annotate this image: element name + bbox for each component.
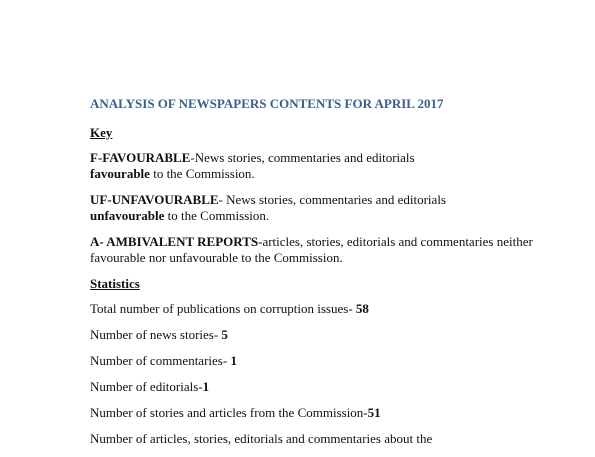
key-text: to the Commission. [149, 166, 255, 181]
stat-value: 58 [355, 301, 369, 316]
stat-total-publications [90, 301, 570, 317]
stat-about-commission [90, 431, 570, 447]
stat-editorials [90, 379, 570, 395]
key-item-ambivalent [90, 234, 570, 266]
key-item-unfavourable [90, 192, 570, 224]
statistics-heading: Statistics [90, 276, 140, 291]
key-text: - News stories, commentaries and editorials [218, 192, 446, 207]
stat-label: Number of commentaries- [90, 353, 231, 368]
stat-label: Number of articles, stories, editorials and commentaries about the [90, 431, 433, 446]
key-term: UF-UNFAVOURABLE [90, 192, 219, 207]
stat-value: 51 [367, 405, 381, 420]
stat-label: Number of stories and articles from the Commission- [90, 405, 368, 420]
key-heading: Key [90, 125, 113, 140]
key-emphasis: favourable [90, 166, 150, 181]
stat-commission-stories [90, 405, 570, 421]
stat-value: 5 [221, 327, 228, 342]
stat-commentaries [90, 353, 570, 369]
key-text: -articles, stories, editorials and commentaries neither favourable nor unfavourable to the Commission. [90, 234, 533, 265]
key-item-favourable [90, 150, 570, 182]
stat-value: 1 [230, 353, 237, 368]
key-term: A- AMBIVALENT REPORTS [90, 234, 259, 249]
stat-value: 1 [202, 379, 210, 394]
key-text: to the Commission. [164, 208, 270, 223]
key-term: F-FAVOURABLE [90, 150, 191, 165]
stat-label: Number of news stories- [90, 327, 222, 342]
document-title: ANALYSIS OF NEWSPAPERS CONTENTS FOR APRIL 2017 [90, 96, 444, 111]
stat-news-stories [90, 327, 570, 343]
key-emphasis: unfavourable [90, 208, 165, 223]
stat-label: Number of editorials- [90, 379, 203, 394]
stat-label: Total number of publications on corruption issues- [90, 301, 356, 316]
key-text: -News stories, commentaries and editorials [190, 150, 415, 165]
document-page [90, 96, 570, 457]
